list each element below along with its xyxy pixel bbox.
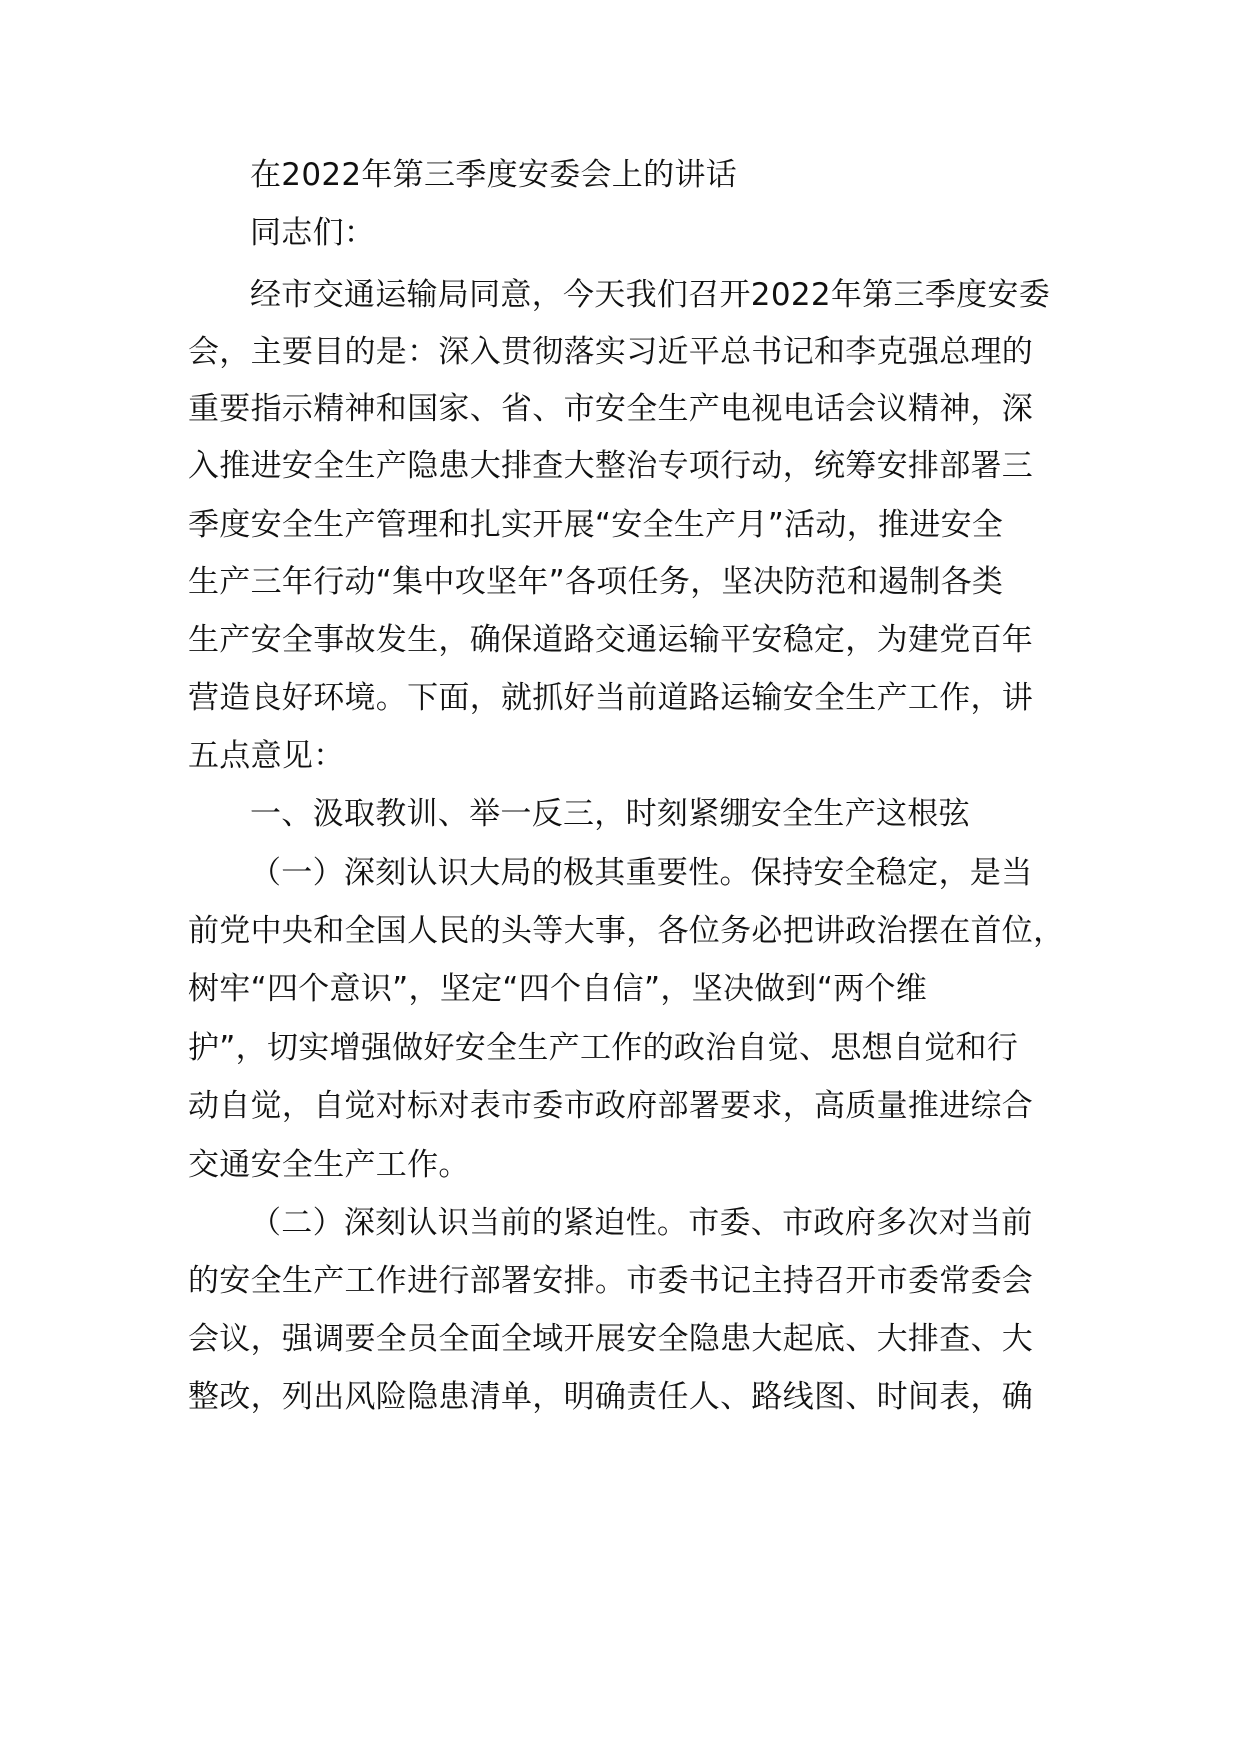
paragraph-line: 树牢“四个意识”，坚定“四个自信”，坚决做到“两个维 (188, 971, 928, 1007)
paragraph-line: 五点意见： (188, 738, 345, 774)
paragraph-line: 会议，强调要全员全面全域开展安全隐患大起底、大排查、大 (188, 1321, 1034, 1357)
paragraph-line: 入推进安全生产隐患大排查大整治专项行动，统筹安排部署三 (188, 448, 1034, 484)
paragraph-line: 生产安全事故发生，确保道路交通运输平安稳定，为建党百年 (188, 622, 1034, 658)
paragraph-line: 重要指示精神和国家、省、市安全生产电视电话会议精神，深 (188, 391, 1034, 427)
paragraph-line: （一）深刻认识大局的极其重要性。保持安全稳定，是当 (250, 855, 1033, 891)
paragraph-line: 整改，列出风险隐患清单，明确责任人、路线图、时间表，确 (188, 1379, 1034, 1415)
paragraph-line: 会，主要目的是：深入贯彻落实习近平总书记和李克强总理的 (188, 334, 1034, 370)
paragraph-line: 前党中央和全国人民的头等大事，各位务必把讲政治摆在首位， (188, 913, 1065, 949)
document-title: 在2022年第三季度安委会上的讲话 (250, 157, 737, 193)
paragraph-line: 交通安全生产工作。 (188, 1147, 470, 1183)
section-heading: 一、汲取教训、举一反三，时刻紧绷安全生产这根弦 (250, 796, 970, 832)
paragraph-line: 经市交通运输局同意，今天我们召开2022年第三季度安委 (250, 277, 1050, 313)
paragraph-line: 季度安全生产管理和扎实开展“安全生产月”活动，推进安全 (188, 507, 1004, 543)
paragraph-line: 营造良好环境。下面，就抓好当前道路运输安全生产工作，讲 (188, 680, 1034, 716)
paragraph-line: 护”，切实增强做好安全生产工作的政治自觉、思想自觉和行 (188, 1030, 1019, 1066)
paragraph-line: （二）深刻认识当前的紧迫性。市委、市政府多次对当前 (250, 1205, 1033, 1241)
salutation: 同志们： (250, 215, 376, 251)
paragraph-line: 生产三年行动“集中攻坚年”各项任务，坚决防范和遏制各类 (188, 564, 1004, 600)
paragraph-line: 动自觉，自觉对标对表市委市政府部署要求，高质量推进综合 (188, 1088, 1034, 1124)
paragraph-line: 的安全生产工作进行部署安排。市委书记主持召开市委常委会 (188, 1263, 1034, 1299)
